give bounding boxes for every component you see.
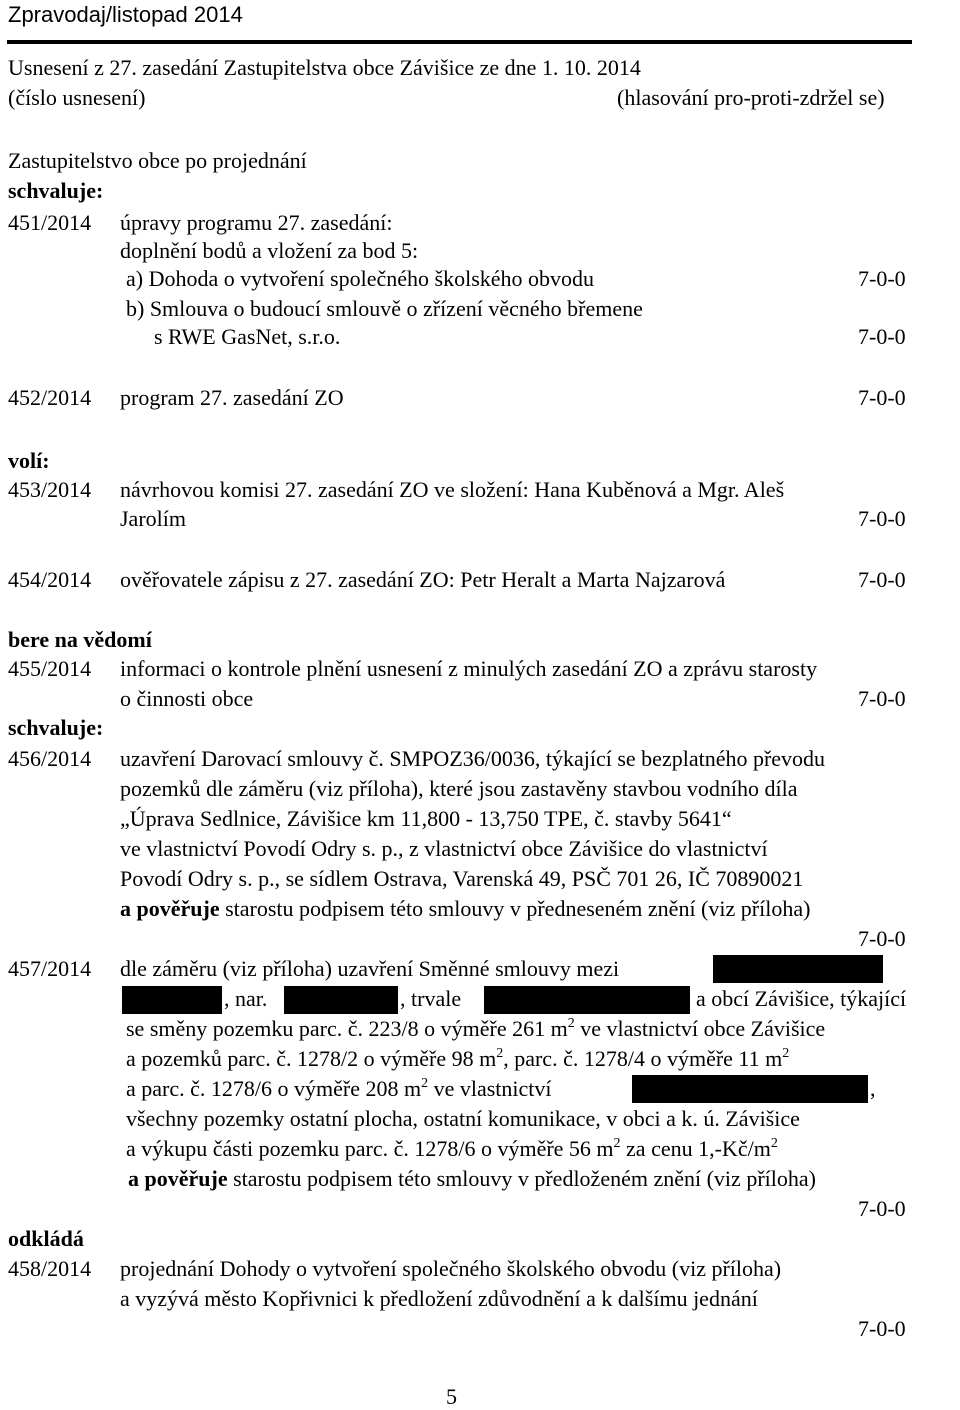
resolution-number: 457/2014 — [8, 956, 92, 981]
column-label-number: (číslo usnesení) — [8, 85, 146, 110]
resolution-text: b) Smlouva o budoucí smlouvě o zřízení věcného břemene — [126, 296, 643, 321]
preamble: Zastupitelstvo obce po projednání — [8, 148, 307, 173]
redaction-block — [713, 955, 883, 983]
resolution-text: a pověřuje starostu podpisem této smlouvy v předloženém znění (viz příloha) — [128, 1166, 816, 1191]
resolution-number: 458/2014 — [8, 1256, 92, 1281]
resolution-text: , trvale — [400, 986, 462, 1011]
vote-result: 7-0-0 — [858, 385, 906, 410]
resolution-text: návrhovou komisi 27. zasedání ZO ve složení: Hana Kuběnová a Mgr. Aleš — [120, 477, 785, 502]
resolution-text: uzavření Darovací smlouvy č. SMPOZ36/0036, týkající se bezplatného převodu — [120, 746, 826, 771]
resolution-text: se směny pozemku parc. č. 223/8 o výměře 261 $m^2$ ve vlastnictví obce Závišice — [126, 1016, 826, 1041]
resolution-text: a parc. č. 1278/6 o výměře 208 $m^2$ ve vlastnictví — [126, 1076, 552, 1101]
vote-result: 7-0-0 — [858, 926, 906, 951]
vote-result: 7-0-0 — [858, 324, 906, 349]
resolution-text: a obcí Závišice, týkající — [696, 986, 907, 1011]
resolution-text: Povodí Odry s. p., se sídlem Ostrava, Varenská 49, PSČ 701 26, IČ 70890021 — [120, 866, 804, 891]
resolution-text: ve vlastnictví Povodí Odry s. p., z vlastnictví obce Závišice do vlastnictví — [120, 836, 768, 861]
heading-bere-na-vedomi: bere na vědomí — [8, 627, 152, 652]
redaction-block — [484, 986, 690, 1014]
resolution-text: a pověřuje starostu podpisem této smlouvy v předneseném znění (viz příloha) — [120, 896, 811, 921]
redaction-block — [284, 986, 398, 1014]
resolution-text: doplnění bodů a vložení za bod 5: — [120, 238, 419, 263]
resolution-text: „Úprava Sedlnice, Závišice km 11,800 - 13,750 TPE, č. stavby 5641“ — [120, 806, 732, 831]
resolution-text: program 27. zasedání ZO — [120, 385, 344, 410]
vote-result: 7-0-0 — [858, 506, 906, 531]
resolution-text: , nar. — [224, 986, 268, 1011]
column-label-vote: (hlasování pro-proti-zdržel se) — [617, 85, 885, 110]
resolution-text: projednání Dohody o vytvoření společného školského obvodu (viz příloha) — [120, 1256, 782, 1281]
resolution-text: a vyzývá město Kopřivnici k předložení zdůvodnění a k dalšímu jednání — [120, 1286, 758, 1311]
resolution-text: úpravy programu 27. zasedání: — [120, 210, 393, 235]
heading-odklada: odkládá — [8, 1226, 84, 1251]
vote-result: 7-0-0 — [858, 567, 906, 592]
header-rule — [7, 40, 912, 44]
resolution-text: o činnosti obce — [120, 686, 254, 711]
resolution-text: s RWE GasNet, s.r.o. — [154, 324, 341, 349]
resolution-text: a) Dohoda o vytvoření společného školského obvodu — [126, 266, 595, 291]
heading-voli: volí: — [8, 448, 50, 473]
heading-schvaluje: schvaluje: — [8, 715, 104, 740]
resolution-number: 453/2014 — [8, 477, 92, 502]
resolution-text: , — [870, 1076, 876, 1101]
vote-result: 7-0-0 — [858, 1196, 906, 1221]
resolution-text: Jarolím — [120, 506, 186, 531]
document-title: Usnesení z 27. zasedání Zastupitelstva obce Závišice ze dne 1. 10. 2014 — [8, 55, 641, 80]
page-number: 5 — [446, 1384, 457, 1409]
resolution-text: a pozemků parc. č. 1278/2 o výměře 98 $m^2$, parc. č. 1278/4 o výměře 11 $m^2$ — [126, 1046, 790, 1071]
resolution-number: 452/2014 — [8, 385, 92, 410]
resolution-number: 454/2014 — [8, 567, 92, 592]
resolution-text: všechny pozemky ostatní plocha, ostatní komunikace, v obci a k. ú. Závišice — [126, 1106, 800, 1131]
resolution-number: 455/2014 — [8, 656, 92, 681]
redaction-block — [632, 1075, 868, 1103]
resolution-text: pozemků dle záměru (viz příloha), které jsou zastavěny stavbou vodního díla — [120, 776, 798, 801]
resolution-text: ověřovatele zápisu z 27. zasedání ZO: Petr Heralt a Marta Najzarová — [120, 567, 726, 592]
resolution-text: informaci o kontrole plnění usnesení z minulých zasedání ZO a zprávu starosty — [120, 656, 818, 681]
resolution-text: dle záměru (viz příloha) uzavření Směnné smlouvy mezi — [120, 956, 620, 981]
heading-schvaluje: schvaluje: — [8, 178, 104, 203]
resolution-number: 451/2014 — [8, 210, 92, 235]
redaction-block — [122, 986, 222, 1014]
vote-result: 7-0-0 — [858, 686, 906, 711]
vote-result: 7-0-0 — [858, 266, 906, 291]
resolution-text: a výkupu části pozemku parc. č. 1278/6 o výměře 56 $m^2$ za cenu $1,-Kč/m^2$ — [126, 1136, 778, 1161]
newsletter-title: Zpravodaj/listopad 2014 — [8, 2, 243, 27]
vote-result: 7-0-0 — [858, 1316, 906, 1341]
resolution-number: 456/2014 — [8, 746, 92, 771]
